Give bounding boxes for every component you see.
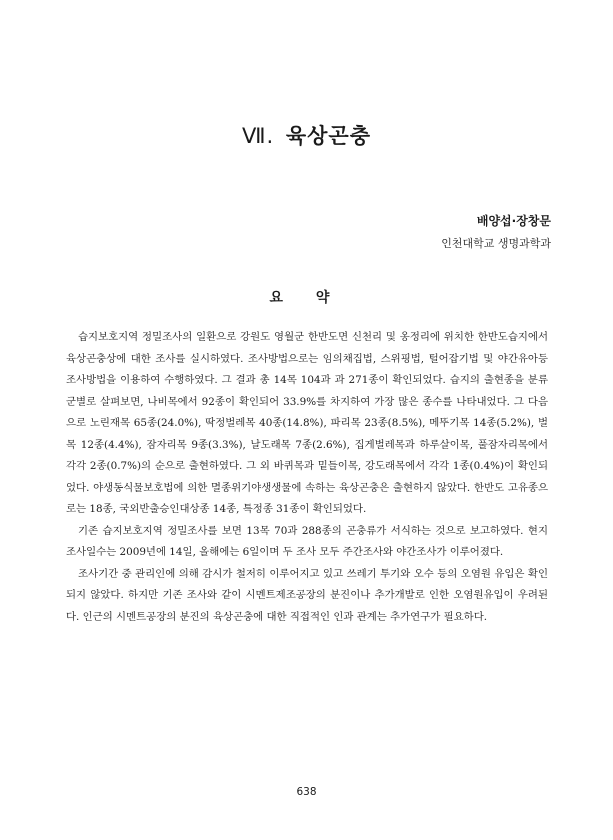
chapter-number: Ⅶ. xyxy=(241,124,275,148)
affiliation: 인천대학교 생명과학과 xyxy=(441,237,551,250)
chapter-title xyxy=(0,120,613,150)
summary-body xyxy=(66,327,548,628)
paragraph-2: 기존 습지보호지역 정밀조사를 보면 13목 70과 288종의 곤충류가 서식하는 것으로 보고하였다. 현지 조사일수는 2009년에 14일, 올해에는 6일이며 두 조사 모두 주간조사와 야간조사가 이루어졌다. xyxy=(66,524,548,558)
chapter-name: 육상곤충 xyxy=(285,124,372,148)
summary-heading: 요 약 xyxy=(269,290,344,306)
authors: 배양섭·장창문 xyxy=(476,214,551,228)
paragraph-3: 조사기간 중 관리인에 의해 감시가 철저히 이루어지고 있고 쓰레기 투기와 오수 등의 오염원 유입은 확인되지 않았다. 하지만 기존 조사와 같이 시멘트제조공장의 분진이나 추가개발로 인한 오염원유입이 우려된다. 인근의 시멘트공장의 분진의 육상곤충에 대한 직접적인 인과 관계는 추가연구가 필요하다. xyxy=(66,567,548,623)
paragraph-1: 습지보호지역 정밀조사의 일환으로 강원도 영월군 한반도면 신천리 및 옹정리에 위치한 한반도습지에서 육상곤충상에 대한 조사를 실시하였다. 조사방법으로는 임의채집법, 스위핑법, 털어잡기법 및 야간유아등 조사방법을 이용하여 수행하였다. 그 결과 총 14목 104과 과 271종이 확인되었다. 습지의 출현종을 분류군별로 살펴보면, 나비목에서 92종이 확인되어 33.9%를 차지하여 가장 많은 종수를 나타내었다. 그 다음으로 노린재목 65종(24.0%), 딱정벌레목 40종(14.8%), 파리목 23종(8.5%), 메뚜기목 14종(5.2%), 벌목 12종(4.4%), 잠자리목 9종(3.3%), 날도래목 7종(2.6%), 집게벌레목과 하루살이목, 풀잠자리목에서 각각 2종(0.7%)의 순으로 출현하였다. 그 외 바퀴목과 밑들이목, 강도래목에서 각각 1종(0.4%)이 확인되었다. 야생동식물보호법에 의한 멸종위기야생생물에 속하는 육상곤충은 출현하지 않았다. 한반도 고유종으로는 18종, 국외반출승인대상종 14종, 특정종 31종이 확인되었다. xyxy=(66,331,548,515)
page-number: 638 xyxy=(296,786,317,798)
